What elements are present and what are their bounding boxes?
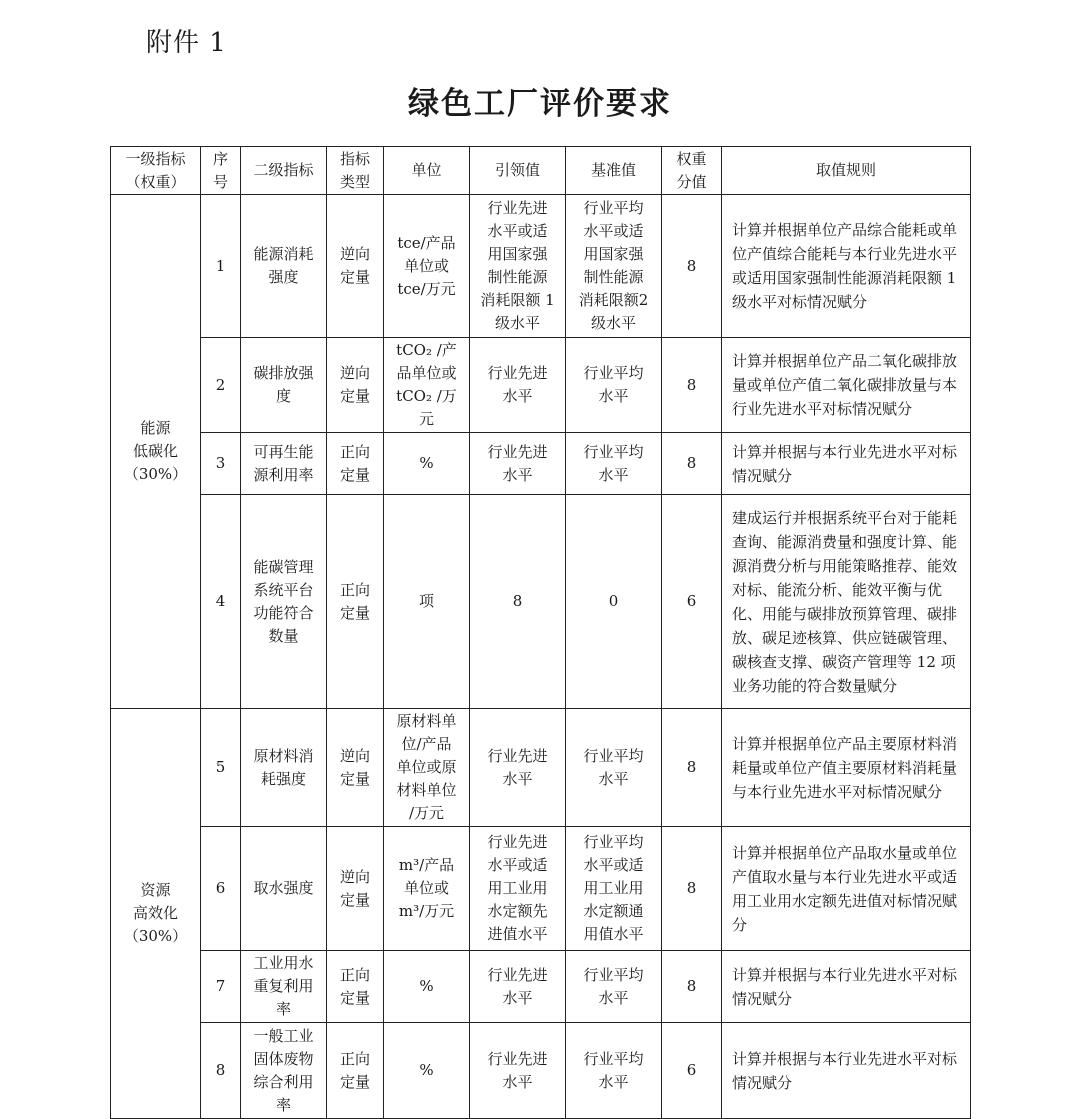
table-row (111, 827, 971, 951)
score-cell: 8 (662, 951, 722, 1023)
evaluation-table (110, 146, 971, 1119)
indicator-cell: 能源消耗 强度 (241, 195, 327, 338)
rule-cell: 计算并根据与本行业先进水平对标情况赋分 (722, 951, 971, 1023)
row-number: 4 (201, 495, 241, 709)
lead-value-cell: 行业先进 水平 (470, 338, 566, 433)
score-cell: 6 (662, 1023, 722, 1119)
table-row (111, 495, 971, 709)
lead-value-cell: 行业先进 水平 (470, 1023, 566, 1119)
unit-cell: 项 (384, 495, 470, 709)
type-cell: 正向 定量 (327, 433, 384, 495)
table-header-row (111, 147, 971, 195)
column-header: 二级指标 (241, 147, 327, 195)
type-cell: 逆向 定量 (327, 195, 384, 338)
column-header: 基准值 (566, 147, 662, 195)
rule-cell: 建成运行并根据系统平台对于能耗查询、能源消费量和强度计算、能源消费分析与用能策略推荐、能效对标、能流分析、能效平衡与优化、用能与碳排放预算管理、碳排放、碳足迹核算、供应链碳管理、碳核查支撑、碳资产管理等 12 项业务功能的符合数量赋分 (722, 495, 971, 709)
lead-value-cell: 行业先进 水平 (470, 709, 566, 827)
column-header: 引领值 (470, 147, 566, 195)
column-header: 权重 分值 (662, 147, 722, 195)
unit-cell: % (384, 433, 470, 495)
table-row (111, 195, 971, 338)
rule-cell: 计算并根据与本行业先进水平对标情况赋分 (722, 1023, 971, 1119)
column-header: 指标 类型 (327, 147, 384, 195)
row-number: 8 (201, 1023, 241, 1119)
lead-value-cell: 行业先进 水平 (470, 951, 566, 1023)
score-cell: 8 (662, 338, 722, 433)
row-number: 3 (201, 433, 241, 495)
table-row (111, 433, 971, 495)
indicator-cell: 可再生能 源利用率 (241, 433, 327, 495)
table-row (111, 338, 971, 433)
unit-cell: m³/产品 单位或 m³/万元 (384, 827, 470, 951)
unit-cell: tce/产品 单位或 tce/万元 (384, 195, 470, 338)
base-value-cell: 行业平均 水平 (566, 709, 662, 827)
base-value-cell: 行业平均 水平 (566, 1023, 662, 1119)
score-cell: 8 (662, 433, 722, 495)
row-number: 6 (201, 827, 241, 951)
base-value-cell: 行业平均 水平 (566, 433, 662, 495)
type-cell: 逆向 定量 (327, 338, 384, 433)
indicator-cell: 工业用水 重复利用 率 (241, 951, 327, 1023)
row-number: 1 (201, 195, 241, 338)
row-number: 2 (201, 338, 241, 433)
indicator-cell: 原材料消 耗强度 (241, 709, 327, 827)
indicator-cell: 一般工业 固体废物 综合利用 率 (241, 1023, 327, 1119)
base-value-cell: 行业平均 水平或适 用工业用 水定额通 用值水平 (566, 827, 662, 951)
base-value-cell: 行业平均 水平 (566, 951, 662, 1023)
score-cell: 6 (662, 495, 722, 709)
unit-cell: tCO₂ /产 品单位或 tCO₂ /万 元 (384, 338, 470, 433)
unit-cell: % (384, 951, 470, 1023)
type-cell: 正向 定量 (327, 1023, 384, 1119)
column-header: 取值规则 (722, 147, 971, 195)
type-cell: 逆向 定量 (327, 827, 384, 951)
column-header: 序 号 (201, 147, 241, 195)
type-cell: 正向 定量 (327, 951, 384, 1023)
type-cell: 逆向 定量 (327, 709, 384, 827)
score-cell: 8 (662, 195, 722, 338)
row-number: 5 (201, 709, 241, 827)
column-header: 单位 (384, 147, 470, 195)
base-value-cell: 0 (566, 495, 662, 709)
lead-value-cell: 行业先进 水平 (470, 433, 566, 495)
column-header: 一级指标 （权重） (111, 147, 201, 195)
rule-cell: 计算并根据与本行业先进水平对标情况赋分 (722, 433, 971, 495)
unit-cell: % (384, 1023, 470, 1119)
indicator-cell: 能碳管理 系统平台 功能符合 数量 (241, 495, 327, 709)
type-cell: 正向 定量 (327, 495, 384, 709)
score-cell: 8 (662, 827, 722, 951)
rule-cell: 计算并根据单位产品综合能耗或单位产值综合能耗与本行业先进水平或适用国家强制性能源消耗限额 1 级水平对标情况赋分 (722, 195, 971, 338)
indicator-cell: 碳排放强 度 (241, 338, 327, 433)
base-value-cell: 行业平均 水平 (566, 338, 662, 433)
rule-cell: 计算并根据单位产品取水量或单位产值取水量与本行业先进水平或适用工业用水定额先进值对标情况赋分 (722, 827, 971, 951)
attachment-label: 附件 1 (146, 28, 227, 58)
indicator-cell: 取水强度 (241, 827, 327, 951)
row-number: 7 (201, 951, 241, 1023)
document-title: 绿色工厂评价要求 (408, 86, 672, 122)
table-row (111, 951, 971, 1023)
table-row (111, 709, 971, 827)
rule-cell: 计算并根据单位产品二氧化碳排放量或单位产值二氧化碳排放量与本行业先进水平对标情况赋分 (722, 338, 971, 433)
score-cell: 8 (662, 709, 722, 827)
unit-cell: 原材料单 位/产品 单位或原 材料单位 /万元 (384, 709, 470, 827)
rule-cell: 计算并根据单位产品主要原材料消耗量或单位产值主要原材料消耗量与本行业先进水平对标情况赋分 (722, 709, 971, 827)
lead-value-cell: 行业先进 水平或适 用工业用 水定额先 进值水平 (470, 827, 566, 951)
group-name: 资源 高效化 （30%） (111, 709, 201, 1119)
lead-value-cell: 8 (470, 495, 566, 709)
group-name: 能源 低碳化 （30%） (111, 195, 201, 709)
table-row (111, 1023, 971, 1119)
lead-value-cell: 行业先进 水平或适 用国家强 制性能源 消耗限额 1 级水平 (470, 195, 566, 338)
base-value-cell: 行业平均 水平或适 用国家强 制性能源 消耗限额2 级水平 (566, 195, 662, 338)
